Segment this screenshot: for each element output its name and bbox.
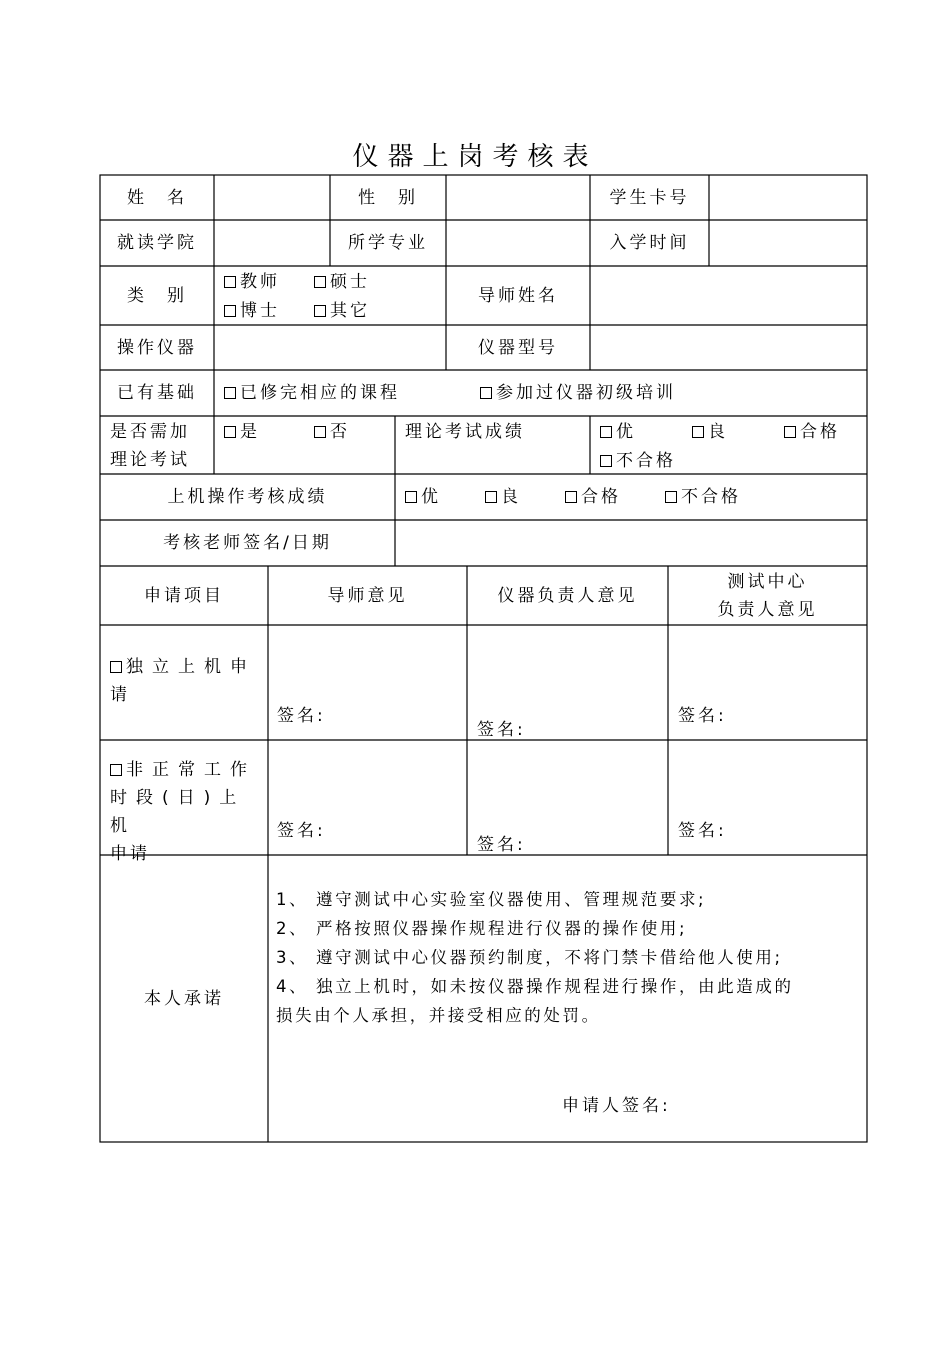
college-label: 就读学院 — [117, 233, 197, 253]
name-label: 姓 名 — [127, 187, 187, 208]
independent-operation-option[interactable]: 独立上机申 请 — [110, 657, 256, 705]
teacher-signature-label: 考核老师签名/日期 — [163, 533, 332, 553]
category-options — [214, 266, 446, 325]
checkbox-icon — [405, 491, 417, 503]
theory-grade-excellent[interactable]: 优 — [600, 418, 692, 446]
instrument-model-label: 仪器型号 — [478, 337, 558, 358]
checkbox-icon — [224, 276, 236, 288]
checkbox-icon — [110, 661, 122, 673]
major-field[interactable] — [446, 220, 590, 266]
applicant-signature-label: 申请人签名: — [562, 1096, 671, 1116]
theory-grade-good[interactable]: 良 — [692, 418, 784, 446]
advisor-opinion-header: 导师意见 — [327, 585, 408, 606]
exam-needed-label: 是否需加 理论考试 — [110, 422, 190, 470]
student-card-label: 学生卡号 — [609, 187, 690, 208]
category-option-other[interactable]: 其它 — [314, 297, 370, 325]
page-title: 仪器上岗考核表 — [352, 142, 598, 172]
checkbox-icon — [784, 426, 796, 438]
gender-field[interactable] — [446, 175, 590, 220]
category-label: 类 别 — [127, 285, 187, 306]
gender-label: 性 别 — [358, 187, 418, 208]
exam-option-no[interactable]: 否 — [314, 418, 350, 446]
practice-grade-options — [395, 474, 867, 520]
commitment-item: 3、 遵守测试中心仪器预约制度，不将门禁卡借给他人使用; — [276, 948, 783, 967]
commitment-item: 2、 严格按照仪器操作规程进行仪器的操作使用; — [276, 919, 688, 938]
checkbox-icon — [314, 276, 326, 288]
commitment-item: 4、 独立上机时，如未按仪器操作规程进行操作，由此造成的 — [276, 977, 794, 996]
basis-label: 已有基础 — [117, 383, 197, 403]
basis-options — [214, 370, 867, 416]
practice-grade-good[interactable]: 良 — [485, 483, 565, 511]
category-option-teacher[interactable]: 教师 — [224, 268, 314, 296]
signature-label: 签名: — [277, 706, 326, 726]
checkbox-icon — [110, 764, 122, 776]
checkbox-icon — [665, 491, 677, 503]
checkbox-icon — [485, 491, 497, 503]
checkbox-icon — [600, 455, 612, 467]
off-hours-operation-option[interactable]: 非正常工作 时段(日)上机 申请 — [110, 760, 256, 864]
category-option-master[interactable]: 硕士 — [314, 268, 370, 296]
enroll-time-label: 入学时间 — [609, 233, 690, 253]
signature-label: 签名: — [477, 720, 526, 740]
practice-grade-fail[interactable]: 不合格 — [665, 483, 741, 511]
checkbox-icon — [565, 491, 577, 503]
teacher-signature-field[interactable] — [395, 520, 867, 566]
instrument-label: 操作仪器 — [117, 337, 197, 358]
checkbox-icon — [692, 426, 704, 438]
exam-needed-options — [214, 416, 395, 474]
checkbox-icon — [224, 387, 236, 399]
signature-label: 签名: — [678, 706, 727, 726]
advisor-name-field[interactable] — [590, 266, 867, 325]
checkbox-icon — [224, 426, 236, 438]
center-manager-opinion-header: 测试中心 负责人意见 — [717, 571, 818, 620]
major-label: 所学专业 — [348, 233, 428, 253]
theory-grade-options — [590, 416, 867, 474]
college-field[interactable] — [214, 220, 330, 266]
signature-label: 签名: — [678, 821, 727, 841]
basis-option-training[interactable]: 参加过仪器初级培训 — [480, 379, 676, 407]
theory-grade-pass[interactable]: 合格 — [784, 418, 840, 446]
signature-label: 签名: — [477, 835, 526, 855]
practice-grade-pass[interactable]: 合格 — [565, 483, 665, 511]
theory-score-label: 理论考试成绩 — [405, 422, 525, 442]
checkbox-icon — [480, 387, 492, 399]
checkbox-icon — [314, 305, 326, 317]
instrument-model-field[interactable] — [590, 325, 867, 370]
practice-score-label: 上机操作考核成绩 — [167, 487, 328, 507]
category-option-doctor[interactable]: 博士 — [224, 297, 314, 325]
student-card-field[interactable] — [709, 175, 867, 220]
theory-grade-fail[interactable]: 不合格 — [600, 447, 676, 475]
checkbox-icon — [314, 426, 326, 438]
commitment-label: 本人承诺 — [144, 988, 224, 1009]
checkbox-icon — [600, 426, 612, 438]
commitment-item: 损失由个人承担，并接受相应的处罚。 — [276, 1006, 601, 1025]
advisor-name-label: 导师姓名 — [478, 285, 558, 306]
checkbox-icon — [224, 305, 236, 317]
signature-label: 签名: — [277, 821, 326, 841]
exam-option-yes[interactable]: 是 — [224, 418, 314, 446]
applicant-signature-field[interactable] — [690, 1085, 860, 1121]
practice-grade-excellent[interactable]: 优 — [405, 483, 485, 511]
application-item-header: 申请项目 — [144, 585, 224, 606]
commitment-item: 1、 遵守测试中心实验室仪器使用、管理规范要求; — [276, 890, 707, 909]
instrument-manager-opinion-header: 仪器负责人意见 — [497, 585, 638, 606]
basis-option-course[interactable]: 已修完相应的课程 — [224, 379, 480, 407]
enroll-time-field[interactable] — [709, 220, 867, 266]
name-field[interactable] — [214, 175, 330, 220]
instrument-field[interactable] — [214, 325, 446, 370]
